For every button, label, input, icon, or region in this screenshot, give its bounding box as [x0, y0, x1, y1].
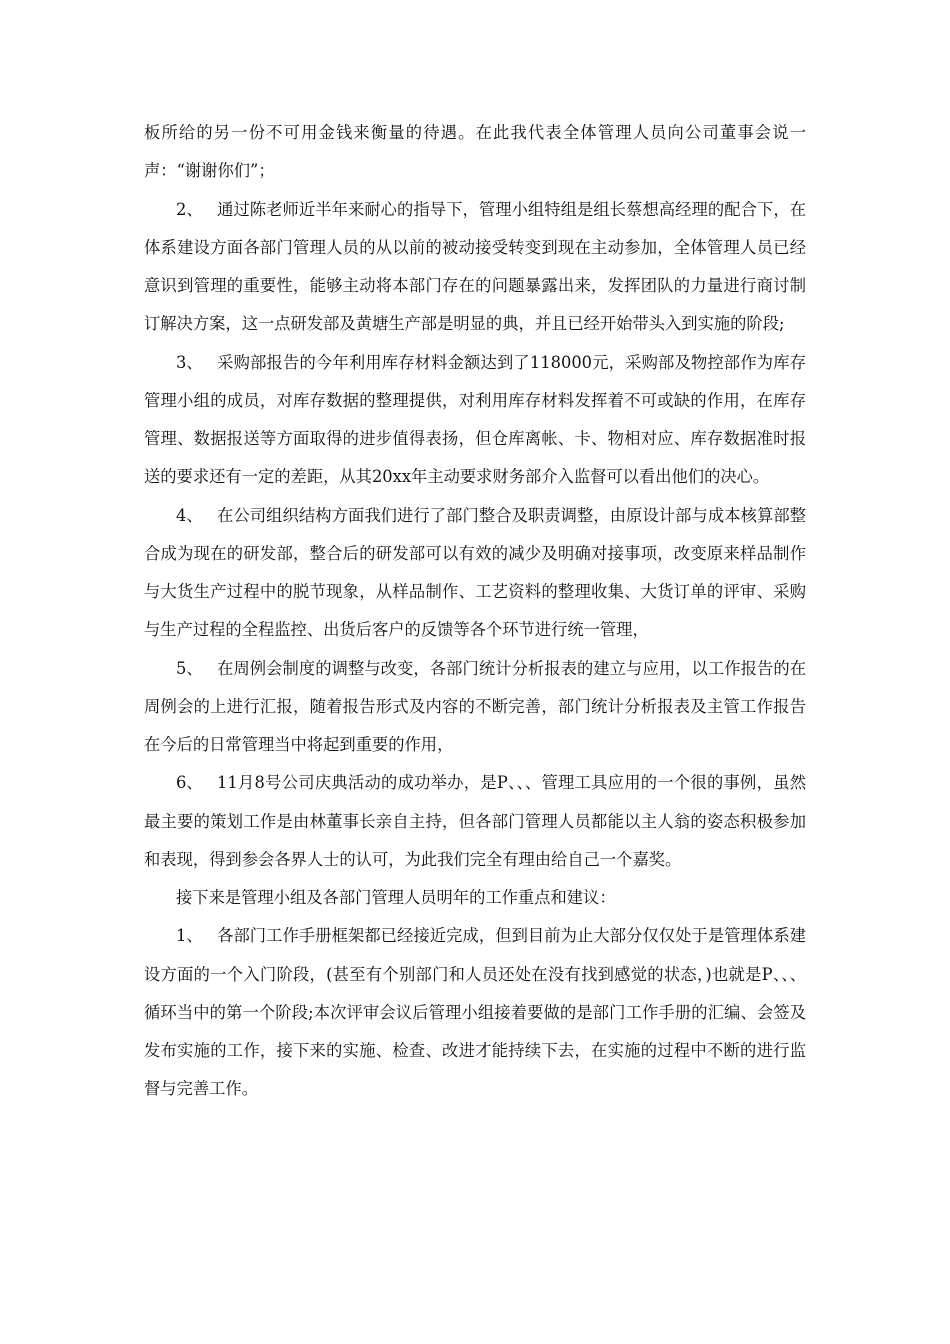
document-body	[144, 114, 806, 1109]
paragraph-text: 在公司组织结构方面我们进行了部门整合及职责调整，由原设计部与成本核算部整合成为现在的研发部，整合后的研发部可以有效的减少及明确对接事项，改变原来样品制作与大货生产过程中的脱节现象，从样品制作、工艺资料的整理收集、大货订单的评审、采购与生产过程的全程监控、出货后客户的反馈等各个环节进行统一管理，	[144, 505, 806, 640]
item-number: 5、	[176, 658, 203, 678]
paragraph-continuation	[144, 114, 806, 191]
paragraph-text: 采购部报告的今年利用库存材料金额达到了118000元，采购部及物控部作为库存管理小组的成员，对库存数据的整理提供，对利用库存材料发挥着不可或缺的作用，在库存管理、数据报送等方面取得的进步值得表扬，但仓库离帐、卡、物相对应、库存数据准时报送的要求还有一定的差距，从其20xx年主动要求财务部介入监督可以看出他们的决心。	[144, 352, 806, 487]
paragraph-text: 板所给的另一份不可用金钱来衡量的待遇。在此我代表全体管理人员向公司董事会说一声：“谢谢你们”；	[144, 123, 806, 181]
paragraph-text: 11月8号公司庆典活动的成功举办，是P、、、管理工具应用的一个很的事例，虽然最主要的策划工作是由林董事长亲自主持，但各部门管理人员都能以主人翁的姿态积极参加和表现，得到参会各界人士的认可，为此我们完全有理由给自己一个嘉奖。	[144, 773, 806, 869]
paragraph-item-5	[144, 650, 806, 765]
paragraph-text: 各部门工作手册框架都已经接近完成，但到目前为止大部分仅仅处于是管理体系建设方面的一个入门阶段，(甚至有个别部门和人员还处在没有找到感觉的状态，)也就是P、、、循环当中的第一个阶段;本次评审会议后管理小组接着要做的是部门工作手册的汇编、会签及发布实施的工作，接下来的实施、检查、改进才能持续下去，在实施的过程中不断的进行监督与完善工作。	[144, 926, 806, 1099]
paragraph-item-3	[144, 344, 806, 497]
paragraph-text: 接下来是管理小组及各部门管理人员明年的工作重点和建议：	[176, 888, 616, 907]
paragraph-item-6	[144, 764, 806, 879]
item-number: 6、	[176, 773, 203, 793]
paragraph-item-4	[144, 497, 806, 650]
item-number: 4、	[176, 505, 203, 525]
paragraph-text: 在周例会制度的调整与改变，各部门统计分析报表的建立与应用，以工作报告的在周例会的上进行汇报，随着报告形式及内容的不断完善，部门统计分析报表及主管工作报告在今后的日常管理当中将起到重要的作用，	[144, 658, 806, 754]
item-number: 2、	[176, 199, 203, 219]
paragraph-next-intro	[144, 879, 806, 917]
item-number: 1、	[176, 926, 203, 946]
paragraph-item-2	[144, 191, 806, 344]
paragraph-text: 通过陈老师近半年来耐心的指导下，管理小组特组是组长蔡想高经理的配合下，在体系建设方面各部门管理人员的从以前的被动接受转变到现在主动参加，全体管理人员已经意识到管理的重要性，能够主动将本部门存在的问题暴露出来，发挥团队的力量进行商讨制订解决方案，这一点研发部及黄塘生产部是明显的典，并且已经开始带头入到实施的阶段;	[144, 199, 806, 334]
paragraph-next-item-1	[144, 917, 806, 1108]
item-number: 3、	[176, 352, 203, 372]
